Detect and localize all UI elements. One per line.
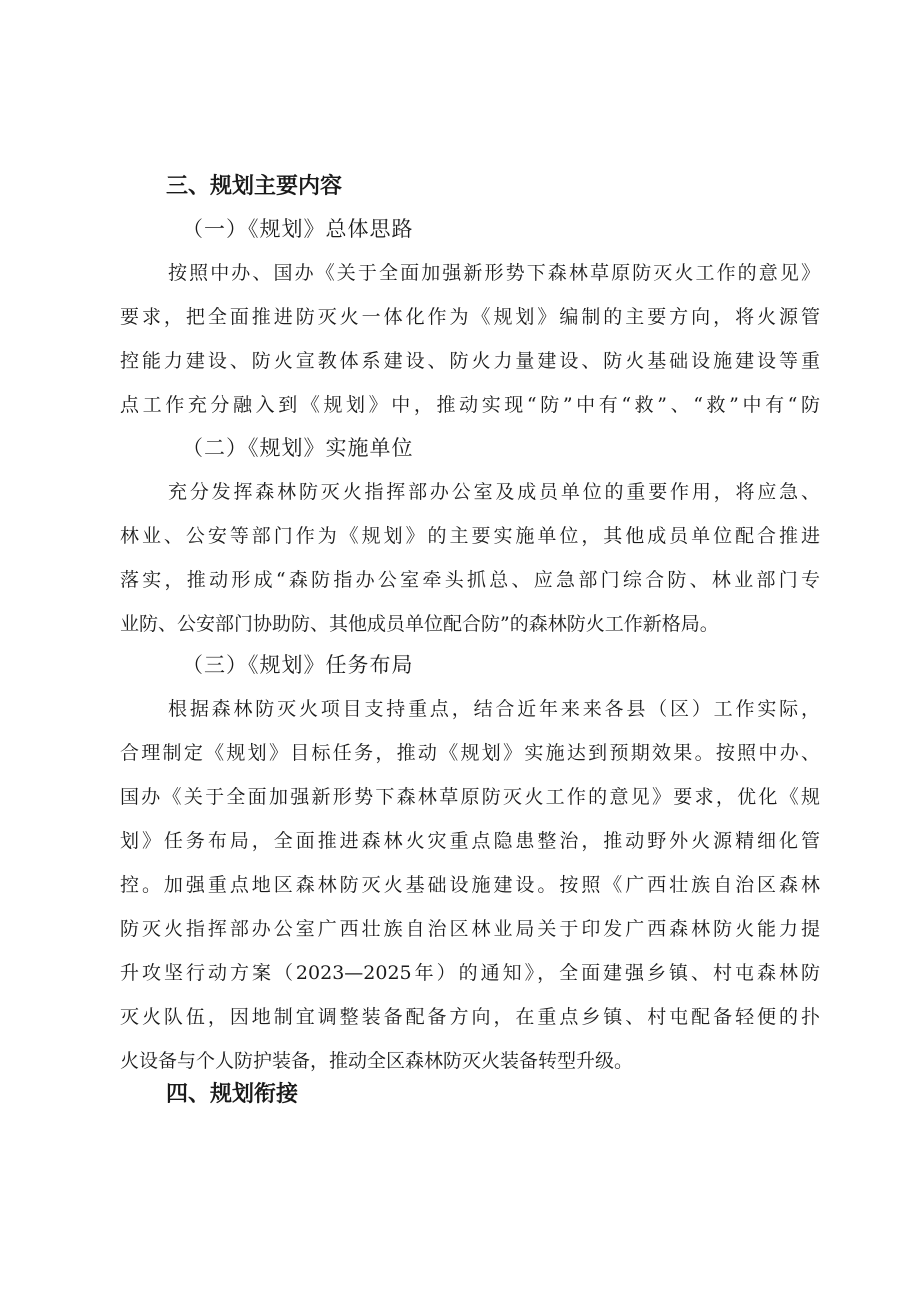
paragraph-line: 业防、公安部门协助防、其他成员单位配合防”的森林防火工作新格局。	[120, 613, 719, 635]
paragraph-line: 落实，推动形成“森防指办公室牵头抓总、应急部门综合防、林业部门专	[120, 569, 820, 591]
section-4-heading: 四、规划衔接	[166, 1082, 299, 1107]
paragraph-line: 根据森林防灭火项目支持重点，结合近年来来各县（区）工作实际，	[168, 698, 820, 720]
subsection-3-heading: （三）《规划》任务布局	[182, 653, 414, 677]
paragraph-line: 合理制定《规划》目标任务，推动《规划》实施达到预期效果。按照中办、	[120, 742, 820, 764]
paragraph-line: 国办《关于全面加强新形势下森林草原防灭火工作的意见》要求，优化《规	[120, 786, 820, 808]
paragraph-line: 控能力建设、防火宣教体系建设、防火力量建设、防火基础设施建设等重	[120, 350, 820, 372]
section-3-heading: 三、规划主要内容	[166, 174, 343, 199]
subsection-2-heading: （二）《规划》实施单位	[182, 436, 414, 460]
paragraph-line: 点工作充分融入到《规划》中，推动实现“防”中有“救”、“救”中有“防	[120, 394, 820, 416]
paragraph-line: 充分发挥森林防灭火指挥部办公室及成员单位的重要作用，将应急、	[168, 481, 820, 503]
paragraph-line: 按照中办、国办《关于全面加强新形势下森林草原防灭火工作的意见》	[168, 262, 820, 284]
subsection-1-heading: （一）《规划》总体思路	[182, 217, 414, 241]
paragraph-line: 灭火队伍，因地制宜调整装备配备方向，在重点乡镇、村屯配备轻便的扑	[120, 1006, 820, 1028]
paragraph-line: 划》任务布局，全面推进森林火灾重点隐患整治，推动野外火源精细化管	[120, 830, 820, 852]
paragraph-line: 升攻坚行动方案（2023—2025年）的通知》，全面建强乡镇、村屯森林防	[120, 962, 820, 984]
paragraph-line: 控。加强重点地区森林防灭火基础设施建设。按照《广西壮族自治区森林	[120, 874, 820, 896]
paragraph-line: 火设备与个人防护装备，推动全区森林防灭火装备转型升级。	[120, 1050, 634, 1072]
paragraph-line: 防灭火指挥部办公室广西壮族自治区林业局关于印发广西森林防火能力提	[120, 918, 820, 940]
paragraph-line: 要求，把全面推进防灭火一体化作为《规划》编制的主要方向，将火源管	[120, 306, 820, 328]
paragraph-line: 林业、公安等部门作为《规划》的主要实施单位，其他成员单位配合推进	[120, 525, 820, 547]
